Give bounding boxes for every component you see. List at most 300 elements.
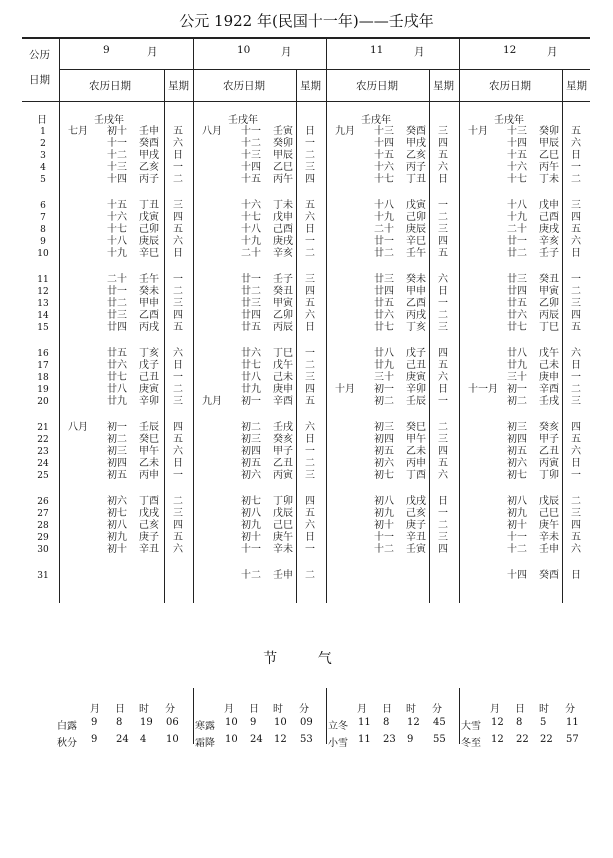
header-lunar-date: 农历日期	[89, 80, 131, 92]
weekday: 四	[173, 212, 183, 223]
weekday: 五	[571, 532, 581, 543]
weekday: 一	[173, 470, 183, 481]
lunar-day: 十九	[107, 248, 127, 259]
ganzhi: 丁巳	[539, 322, 559, 333]
solar-term-month: 12	[491, 717, 504, 728]
weekday: 二	[438, 520, 448, 531]
lunar-day: 初十	[374, 520, 394, 531]
header-month-unit: 月	[547, 46, 558, 58]
lunar-day: 二十	[241, 248, 261, 259]
solar-term-name: 白露	[57, 721, 77, 732]
weekday: 一	[173, 162, 183, 173]
weekday: 五	[173, 224, 183, 235]
table-rule-top	[22, 37, 590, 39]
lunar-day: 廿九	[507, 360, 527, 371]
lunar-day: 十一	[374, 532, 394, 543]
ganzhi: 丁巳	[273, 348, 293, 359]
solar-terms-header: 时	[539, 704, 549, 715]
solar-term-month: 11	[358, 717, 371, 728]
lunar-day: 十六	[241, 200, 261, 211]
ganzhi: 乙未	[406, 446, 426, 457]
ganzhi: 己丑	[139, 372, 159, 383]
solar-term-minute: 57	[566, 734, 579, 745]
lunar-month-label: 九月	[335, 126, 355, 137]
weekday: 五	[438, 150, 448, 161]
ganzhi: 丙寅	[273, 470, 293, 481]
solar-terms-divider	[459, 688, 460, 744]
ganzhi: 壬戌	[539, 396, 559, 407]
day-number: 23	[37, 447, 49, 457]
solar-term-hour: 12	[407, 717, 420, 728]
lunar-day: 廿六	[374, 310, 394, 321]
solar-term-day: 9	[250, 717, 257, 728]
weekday: 一	[173, 372, 183, 383]
ganzhi: 壬戌	[273, 422, 293, 433]
ganzhi: 辛卯	[139, 396, 159, 407]
ganzhi: 戊申	[539, 200, 559, 211]
solar-terms-header: 分	[165, 704, 175, 715]
weekday: 日	[571, 570, 581, 581]
lunar-day: 廿四	[107, 322, 127, 333]
ganzhi: 乙亥	[406, 150, 426, 161]
weekday: 四	[438, 236, 448, 247]
lunar-day: 十一	[241, 126, 261, 137]
weekday: 一	[305, 348, 315, 359]
day-number: 19	[37, 385, 49, 395]
day-number: 26	[37, 497, 49, 507]
ganzhi: 癸酉	[406, 126, 426, 137]
weekday: 日	[438, 384, 448, 395]
ganzhi: 癸巳	[406, 422, 426, 433]
lunar-day: 初六	[107, 496, 127, 507]
ganzhi: 壬子	[539, 248, 559, 259]
lunar-day: 初九	[507, 508, 527, 519]
header-lunar-date: 农历日期	[223, 80, 265, 92]
ganzhi: 丁未	[539, 174, 559, 185]
ganzhi: 癸巳	[139, 434, 159, 445]
day-number: 5	[40, 175, 46, 185]
solar-term-hour: 9	[407, 734, 414, 745]
lunar-day: 廿四	[374, 286, 394, 297]
weekday: 二	[571, 384, 581, 395]
lunar-day: 十四	[507, 138, 527, 149]
day-number: 14	[37, 311, 49, 321]
weekday: 五	[305, 508, 315, 519]
lunar-day: 初五	[107, 470, 127, 481]
lunar-day: 二十	[507, 224, 527, 235]
ganzhi: 己未	[539, 360, 559, 371]
lunar-day: 廿二	[241, 286, 261, 297]
ganzhi: 壬申	[539, 544, 559, 555]
solar-term-name: 冬至	[461, 738, 481, 749]
weekday: 三	[438, 224, 448, 235]
ganzhi: 辛丑	[139, 544, 159, 555]
day-number: 18	[37, 373, 49, 383]
lunar-month-label: 八月	[68, 422, 88, 433]
lunar-day: 十八	[507, 200, 527, 211]
lunar-day: 廿四	[241, 310, 261, 321]
lunar-day: 廿三	[107, 310, 127, 321]
weekday: 一	[571, 274, 581, 285]
lunar-day: 初九	[107, 532, 127, 543]
ganzhi: 辛丑	[406, 532, 426, 543]
weekday: 五	[305, 298, 315, 309]
ganzhi: 己亥	[406, 508, 426, 519]
ganzhi: 庚申	[539, 372, 559, 383]
weekday: 二	[571, 174, 581, 185]
ganzhi: 丙戌	[406, 310, 426, 321]
solar-terms-divider	[326, 688, 327, 744]
weekday: 五	[173, 434, 183, 445]
day-number: 31	[37, 571, 49, 581]
ganzhi: 癸丑	[273, 286, 293, 297]
ganzhi: 甲戌	[406, 138, 426, 149]
ganzhi: 乙亥	[139, 162, 159, 173]
weekday: 六	[438, 372, 448, 383]
weekday: 六	[305, 422, 315, 433]
ganzhi: 丙午	[273, 174, 293, 185]
solar-term-name: 寒露	[195, 721, 215, 732]
ganzhi: 丁未	[273, 200, 293, 211]
solar-term-name: 大雪	[461, 721, 481, 732]
ganzhi: 庚午	[273, 532, 293, 543]
weekday: 二	[173, 174, 183, 185]
solar-term-hour: 10	[274, 717, 287, 728]
lunar-day: 十五	[107, 200, 127, 211]
lunar-day: 廿五	[241, 322, 261, 333]
solar-terms-header: 日	[115, 704, 125, 715]
ganzhi: 丙申	[139, 470, 159, 481]
day-number: 28	[37, 521, 49, 531]
ganzhi: 戊寅	[139, 212, 159, 223]
solar-term-hour: 5	[540, 717, 547, 728]
lunar-month-label: 七月	[68, 126, 88, 137]
ganzhi: 庚寅	[139, 384, 159, 395]
lunar-day: 廿七	[107, 372, 127, 383]
lunar-day: 十七	[241, 212, 261, 223]
solar-terms-header: 分	[565, 704, 575, 715]
page-title: 公元 1922 年(民国十一年)——壬戌年	[179, 12, 434, 30]
weekday: 六	[571, 138, 581, 149]
ganzhi: 戊子	[406, 348, 426, 359]
weekday: 四	[438, 138, 448, 149]
lunar-day: 初二	[107, 434, 127, 445]
lunar-day: 十二	[374, 544, 394, 555]
lunar-day: 初十	[107, 126, 127, 137]
weekday: 一	[305, 544, 315, 555]
weekday: 二	[571, 286, 581, 297]
solar-term-month: 11	[358, 734, 371, 745]
lunar-day: 十二	[507, 544, 527, 555]
weekday: 三	[438, 434, 448, 445]
lunar-month-label: 八月	[202, 126, 222, 137]
weekday: 一	[305, 446, 315, 457]
ganzhi: 己亥	[139, 520, 159, 531]
day-number: 25	[37, 471, 49, 481]
weekday: 一	[571, 470, 581, 481]
ganzhi: 庚子	[406, 520, 426, 531]
lunar-day: 初八	[107, 520, 127, 531]
ganzhi: 己酉	[273, 224, 293, 235]
ganzhi: 乙巳	[539, 150, 559, 161]
weekday: 二	[305, 570, 315, 581]
lunar-day: 十六	[107, 212, 127, 223]
weekday: 五	[305, 396, 315, 407]
ganzhi: 戊午	[539, 348, 559, 359]
lunar-day: 初一	[507, 384, 527, 395]
day-number: 2	[40, 139, 46, 149]
weekday: 五	[571, 224, 581, 235]
weekday: 五	[438, 360, 448, 371]
weekday: 四	[571, 310, 581, 321]
weekday: 三	[173, 200, 183, 211]
solar-term-hour: 4	[140, 734, 147, 745]
solar-term-day: 8	[116, 717, 123, 728]
weekday: 日	[305, 532, 315, 543]
ganzhi: 丙子	[406, 162, 426, 173]
lunar-day: 初七	[374, 470, 394, 481]
ganzhi: 甲午	[406, 434, 426, 445]
weekday: 一	[438, 298, 448, 309]
weekday: 二	[438, 212, 448, 223]
weekday: 四	[305, 174, 315, 185]
weekday: 一	[305, 138, 315, 149]
lunar-day: 初四	[374, 434, 394, 445]
lunar-day: 廿一	[374, 236, 394, 247]
header-weekday: 星期	[566, 80, 587, 92]
ganzhi: 甲申	[406, 286, 426, 297]
lunar-day: 初二	[507, 396, 527, 407]
weekday: 一	[438, 200, 448, 211]
solar-terms-header: 日	[515, 704, 525, 715]
weekday: 三	[305, 274, 315, 285]
table-divider	[296, 101, 297, 603]
lunar-day: 廿九	[107, 396, 127, 407]
lunar-day: 十八	[107, 236, 127, 247]
ganzhi: 甲辰	[539, 138, 559, 149]
lunar-day: 十一	[241, 544, 261, 555]
lunar-day: 初五	[241, 458, 261, 469]
weekday: 二	[438, 310, 448, 321]
ganzhi: 丙辰	[539, 310, 559, 321]
solar-terms-header: 月	[90, 704, 100, 715]
lunar-day: 十九	[507, 212, 527, 223]
day-number: 3	[40, 151, 46, 161]
weekday: 二	[305, 458, 315, 469]
lunar-day: 初四	[507, 434, 527, 445]
solar-term-name: 小雪	[328, 738, 348, 749]
weekday: 六	[173, 544, 183, 555]
day-number: 10	[37, 249, 49, 259]
weekday: 日	[571, 360, 581, 371]
lunar-day: 十四	[241, 162, 261, 173]
lunar-day: 初七	[507, 470, 527, 481]
lunar-month-label: 十月	[335, 384, 355, 395]
lunar-day: 廿三	[374, 274, 394, 285]
header-month-unit: 月	[281, 46, 292, 58]
header-riqi: 日期	[29, 74, 50, 86]
table-rule-head	[22, 101, 590, 102]
lunar-day: 初一	[241, 396, 261, 407]
lunar-day: 廿八	[374, 348, 394, 359]
weekday: 五	[305, 200, 315, 211]
lunar-day: 初九	[374, 508, 394, 519]
weekday: 五	[173, 322, 183, 333]
weekday: 四	[305, 496, 315, 507]
lunar-day: 三十	[374, 372, 394, 383]
day-number: 17	[37, 361, 49, 371]
weekday: 三	[173, 396, 183, 407]
weekday: 四	[438, 446, 448, 457]
weekday: 六	[173, 138, 183, 149]
lunar-day: 十六	[507, 162, 527, 173]
weekday: 五	[571, 322, 581, 333]
lunar-day: 初六	[241, 470, 261, 481]
day-number: 16	[37, 349, 49, 359]
weekday: 四	[438, 348, 448, 359]
solar-term-month: 12	[491, 734, 504, 745]
weekday: 日	[305, 434, 315, 445]
weekday: 三	[173, 508, 183, 519]
weekday: 六	[173, 348, 183, 359]
solar-term-day: 23	[383, 734, 396, 745]
lunar-day: 廿二	[374, 248, 394, 259]
day-number: 29	[37, 533, 49, 543]
ganzhi: 庚辰	[406, 224, 426, 235]
ganzhi: 己卯	[406, 212, 426, 223]
lunar-day: 十六	[374, 162, 394, 173]
ganzhi: 己丑	[406, 360, 426, 371]
ganzhi: 癸酉	[539, 570, 559, 581]
weekday: 三	[305, 162, 315, 173]
lunar-day: 初十	[107, 544, 127, 555]
ganzhi: 辛未	[539, 532, 559, 543]
lunar-day: 初二	[374, 396, 394, 407]
solar-term-day: 24	[250, 734, 263, 745]
ganzhi: 乙卯	[273, 310, 293, 321]
weekday: 六	[571, 236, 581, 247]
ganzhi: 己巳	[273, 520, 293, 531]
day-number: 21	[37, 423, 49, 433]
ganzhi: 癸卯	[273, 138, 293, 149]
weekday: 日	[571, 248, 581, 259]
weekday: 一	[438, 396, 448, 407]
lunar-day: 初三	[107, 446, 127, 457]
lunar-day: 初三	[241, 434, 261, 445]
day-number: 9	[40, 237, 46, 247]
lunar-day: 十九	[374, 212, 394, 223]
ganzhi: 乙丑	[273, 458, 293, 469]
weekday: 四	[438, 544, 448, 555]
ganzhi: 辛未	[273, 544, 293, 555]
header-weekday: 星期	[300, 80, 321, 92]
weekday: 二	[173, 286, 183, 297]
lunar-day: 十三	[507, 126, 527, 137]
lunar-day: 三十	[507, 372, 527, 383]
ganzhi: 庚辰	[139, 236, 159, 247]
weekday: 六	[438, 274, 448, 285]
solar-terms-title: 节 气	[263, 651, 350, 667]
table-divider	[429, 101, 430, 603]
lunar-year: 壬戌年	[94, 115, 124, 126]
lunar-month-label: 十一月	[468, 384, 498, 395]
solar-term-day: 24	[116, 734, 129, 745]
header-weekday: 星期	[433, 80, 454, 92]
solar-terms-divider	[193, 688, 194, 744]
ganzhi: 戊子	[139, 360, 159, 371]
ganzhi: 戊辰	[539, 496, 559, 507]
lunar-day: 廿一	[507, 236, 527, 247]
ganzhi: 乙丑	[539, 446, 559, 457]
solar-terms-header: 时	[273, 704, 283, 715]
lunar-day: 初十	[241, 532, 261, 543]
lunar-day: 初八	[374, 496, 394, 507]
solar-term-hour: 22	[540, 734, 553, 745]
weekday: 五	[571, 126, 581, 137]
ganzhi: 壬申	[139, 126, 159, 137]
solar-term-name: 霜降	[195, 738, 215, 749]
lunar-month-label: 十月	[468, 126, 488, 137]
header-month-number: 11	[370, 44, 384, 56]
solar-term-month: 10	[225, 734, 238, 745]
weekday: 日	[305, 224, 315, 235]
weekday: 日	[438, 496, 448, 507]
lunar-day: 十四	[507, 570, 527, 581]
header-lunar-date: 农历日期	[356, 80, 398, 92]
lunar-day: 廿四	[507, 286, 527, 297]
ganzhi: 壬子	[273, 274, 293, 285]
ganzhi: 甲寅	[273, 298, 293, 309]
solar-terms-header: 月	[357, 704, 367, 715]
solar-term-minute: 11	[566, 717, 579, 728]
ganzhi: 丙申	[406, 458, 426, 469]
header-month-number: 9	[103, 44, 110, 56]
lunar-day: 廿八	[107, 384, 127, 395]
lunar-day: 初四	[107, 458, 127, 469]
solar-term-name: 秋分	[57, 738, 77, 749]
lunar-day: 十三	[374, 126, 394, 137]
lunar-day: 初五	[507, 446, 527, 457]
header-weekday: 星期	[168, 80, 189, 92]
ganzhi: 壬辰	[406, 396, 426, 407]
ganzhi: 癸未	[406, 274, 426, 285]
lunar-day: 廿一	[107, 286, 127, 297]
ganzhi: 丁酉	[406, 470, 426, 481]
lunar-day: 廿六	[507, 310, 527, 321]
lunar-day: 廿八	[507, 348, 527, 359]
lunar-day: 初六	[374, 458, 394, 469]
lunar-day: 十一	[107, 138, 127, 149]
weekday: 四	[173, 520, 183, 531]
ganzhi: 丙午	[539, 162, 559, 173]
lunar-day: 初八	[241, 508, 261, 519]
solar-terms-header: 日	[382, 704, 392, 715]
lunar-day: 十五	[241, 174, 261, 185]
weekday: 二	[173, 384, 183, 395]
ganzhi: 戊辰	[273, 508, 293, 519]
lunar-day: 初三	[507, 422, 527, 433]
ganzhi: 丁酉	[139, 496, 159, 507]
ganzhi: 壬辰	[139, 422, 159, 433]
lunar-day: 廿六	[241, 348, 261, 359]
weekday: 二	[438, 422, 448, 433]
weekday: 三	[305, 470, 315, 481]
solar-term-hour: 19	[140, 717, 153, 728]
weekday: 日	[571, 458, 581, 469]
ganzhi: 甲申	[139, 298, 159, 309]
lunar-day: 十二	[107, 150, 127, 161]
ganzhi: 丙戌	[139, 322, 159, 333]
